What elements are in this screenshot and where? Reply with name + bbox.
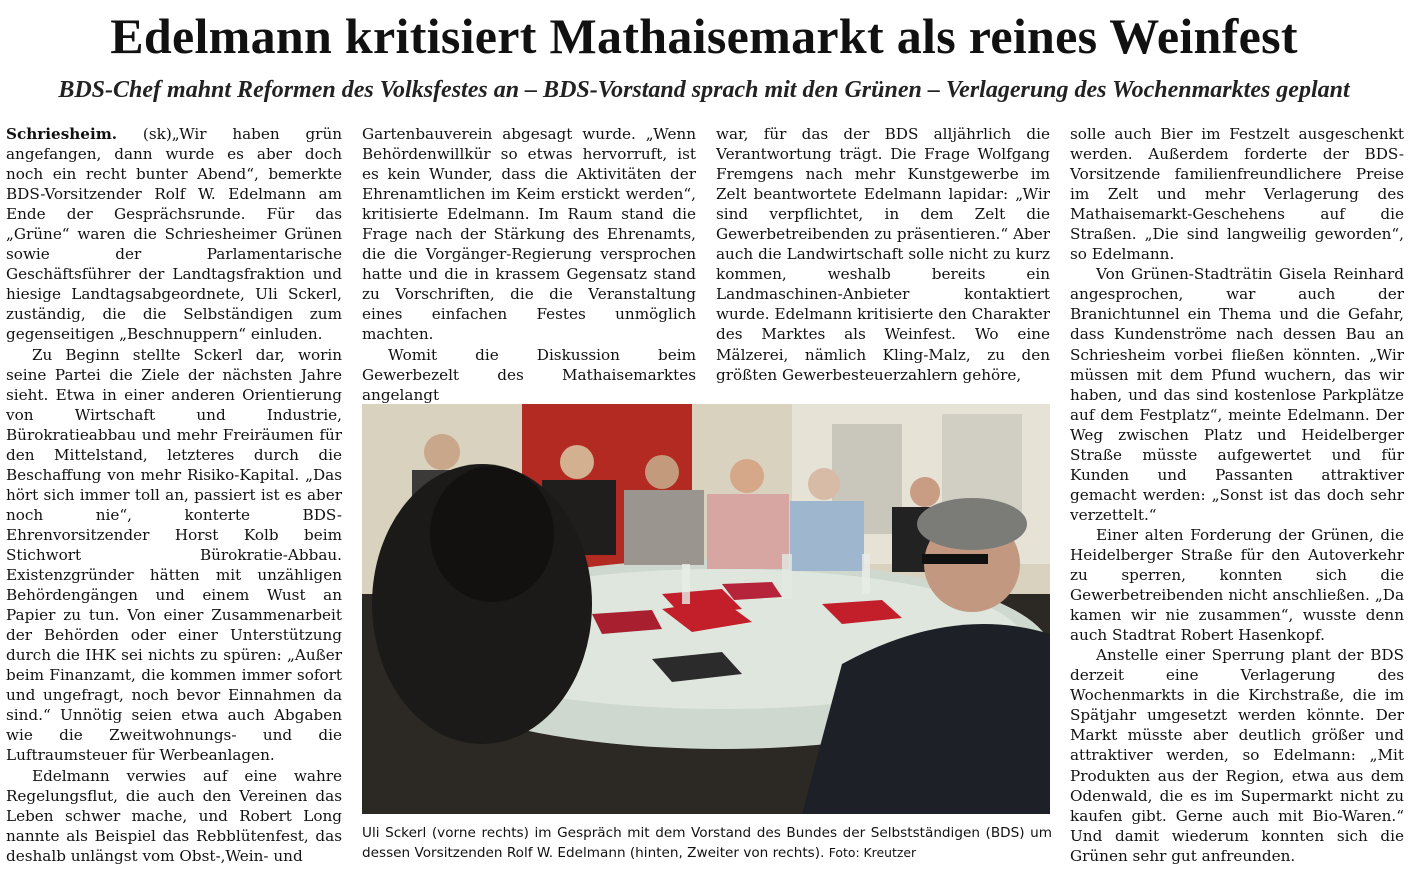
paragraph: Womit die Diskussion beim Gewerbezelt des Mathaisemarktes angelangt	[362, 345, 696, 404]
paragraph: Gartenbauverein abgesagt wurde. „Wenn Behördenwillkür so etwas hervorruft, ist es kein Wunder, dass die Aktivitäten der Ehrenamtlichen im Keim erstickt werden“, kritisierte Edelmann. Im Raum stand die Frage nach der Stärkung des Ehrenamts, die die Vorgänger-Regierung versprochen hatte und die in krassem Gegensatz stand zu Vorschriften, die die Veranstaltung eines einfachen Festes unmöglich machten.	[362, 125, 696, 344]
meeting-photo-illustration	[362, 404, 1050, 814]
headline: Edelmann kritisiert Mathaisemarkt als reines Weinfest	[110, 8, 1298, 64]
paragraph: war, für das der BDS alljährlich die Verantwortung trägt. Die Frage Wolfgang Fremgens nach mehr Kunstgewerbe im Zelt beantwortete Edelmann lapidar: „Wir sind verpflichtet, in dem Zelt die Gewerbetreibenden zu präsentieren.“ Aber auch die Landwirtschaft solle nicht zu kurz kommen, weshalb bereits ein Landmaschinen-Anbieter kontaktiert wurde. Edelmann kritisierte den Charakter des Marktes als Weinfest. Wo eine Mälzerei, nämlich Kling-Malz, zu den größten Gewerbesteuerzahlern gehöre,	[716, 125, 1050, 384]
subheadline: BDS-Chef mahnt Reformen des Volksfestes an – BDS-Vorstand sprach mit den Grünen – Verlagerung des Wochenmarktes geplant	[58, 77, 1350, 103]
photo-caption	[362, 824, 1052, 863]
paragraph: Anstelle einer Sperrung plant der BDS derzeit eine Verlagerung des Wochenmarkts in die Kirchstraße, die im Spätjahr umgesetzt werden könnte. Der Markt müsste aber deutlich größer und attraktiver werden, so Edelmann: „Mit Produkten aus der Region, etwa aus dem Odenwald, die es im Supermarkt nicht zu kaufen gibt. Gerne auch mit Bio-Waren.“ Und damit wiederum konnten sich die Grünen sehr gut anfreunden.	[1070, 646, 1404, 865]
paragraph	[6, 124, 342, 345]
photo-credit: Foto: Kreutzer	[828, 845, 917, 860]
caption-text: Uli Sckerl (vorne rechts) im Gespräch mit dem Vorstand des Bundes der Selbstständigen (BDS) um dessen Vorsitzenden Rolf W. Edelmann (hinten, Zweiter von rechts).	[362, 825, 1052, 861]
article-column-4	[1070, 124, 1404, 866]
paragraph: Von Grünen-Stadträtin Gisela Reinhard angesprochen, war auch der Branichtunnel ein Thema und die Gefahr, dass Kundenströme nach dessen Bau an Schriesheim vorbei fließen könnten. „Wir müssen mit dem Pfund wuchern, das wir haben, und das sind kostenlose Parkplätze auf dem Festplatz“, meinte Edelmann. Der Weg zwischen Platz und Heidelberger Straße müsste aufgewertet und für Kunden und Passanten attraktiver gemacht werden: „Sonst ist das doch sehr verzettelt.“	[1070, 265, 1404, 524]
paragraph: Einer alten Forderung der Grünen, die Heidelberger Straße für den Autoverkehr zu sperren, konnten sich die Gewerbetreibenden nicht anschließen. „Da kamen wir nie zusammen“, wusste denn auch Stadtrat Robert Hasenkopf.	[1070, 525, 1404, 645]
article-column-1	[6, 124, 342, 866]
dateline: Schriesheim.	[6, 125, 118, 143]
article-column-2	[362, 124, 696, 405]
paragraph: Edelmann verwies auf eine wahre Regelungsflut, die auch den Vereinen das Leben schwer mache, und Robert Long nannte als Beispiel das Rebblütenfest, das deshalb unlängst vom Obst-,Wein- und	[6, 766, 342, 865]
paragraph-text: (sk)„Wir haben grün angefangen, dann wurde es aber doch noch ein recht bunter Abend“, bemerkte BDS-Vorsitzender Rolf W. Edelmann am Ende der Gesprächsrunde. Für das „Grüne“ waren die Schriesheimer Grünen sowie der Parlamentarische Geschäftsführer der Landtagsfraktion und hiesige Landtagsabgeordnete, Uli Sckerl, zuständig, die die Selbständigen zum gegenseitigen „Beschnuppern“ einluden.	[6, 125, 343, 344]
paragraph: Zu Beginn stellte Sckerl dar, worin seine Partei die Ziele der nächsten Jahre sieht. Etwa in einer anderen Orientierung von Wirtschaft und Industrie, Bürokratieabbau und mehr Freiräumen für den Mittelstand, letzteres durch die Beschaffung von mehr Risiko-Kapital. „Das hört sich immer toll an, passiert ist es aber noch nie“, konterte BDS-Ehrenvorsitzender Horst Kolb beim Stichwort Bürokratie-Abbau. Existenzgründer hätten mit unzähligen Behördengängen und einem Wust an Papier zu tun. Von einer Zusammenarbeit der Behörden oder einer Unterstützung durch die IHK sei nichts zu spüren: „Außer beim Finanzamt, die kommen immer sofort und ungefragt, noch bevor Einnahmen da sind.“ Unnötig seien etwa auch Abgaben wie die Zweitwohnungs- und die Luftraumsteuer für Werbeanlagen.	[6, 345, 342, 765]
paragraph: solle auch Bier im Festzelt ausgeschenkt werden. Außerdem forderte der BDS-Vorsitzende familienfreundlichere Preise im Zelt und mehr Verlagerung des Mathaisemarkt-Geschehens auf die Straßen. „Die sind langweilig geworden“, so Edelmann.	[1070, 125, 1404, 264]
article-column-3	[716, 124, 1050, 385]
meeting-photo	[362, 404, 1050, 814]
